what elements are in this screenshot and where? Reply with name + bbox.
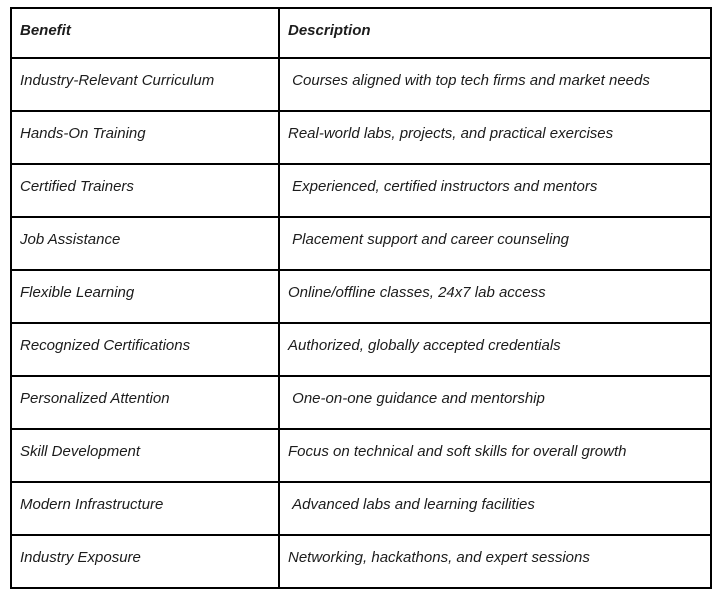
- benefit-cell: Industry Exposure: [11, 535, 279, 588]
- table-row: [11, 482, 711, 535]
- table-row: [11, 217, 711, 270]
- description-cell: Courses aligned with top tech firms and market needs: [279, 58, 711, 111]
- table-row: [11, 111, 711, 164]
- table-body: [11, 58, 711, 588]
- benefit-cell: Skill Development: [11, 429, 279, 482]
- column-header-description: Description: [279, 8, 711, 58]
- benefit-cell: Hands-On Training: [11, 111, 279, 164]
- benefit-cell: Industry-Relevant Curriculum: [11, 58, 279, 111]
- benefit-cell: Personalized Attention: [11, 376, 279, 429]
- header-row: [11, 8, 711, 58]
- benefit-cell: Modern Infrastructure: [11, 482, 279, 535]
- description-cell: Experienced, certified instructors and mentors: [279, 164, 711, 217]
- description-cell: Real-world labs, projects, and practical exercises: [279, 111, 711, 164]
- description-cell: Focus on technical and soft skills for overall growth: [279, 429, 711, 482]
- description-cell: One-on-one guidance and mentorship: [279, 376, 711, 429]
- description-cell: Online/offline classes, 24x7 lab access: [279, 270, 711, 323]
- benefits-table: [10, 7, 712, 589]
- benefit-cell: Certified Trainers: [11, 164, 279, 217]
- table-row: [11, 376, 711, 429]
- table-row: [11, 58, 711, 111]
- description-cell: Placement support and career counseling: [279, 217, 711, 270]
- description-cell: Authorized, globally accepted credentials: [279, 323, 711, 376]
- benefit-cell: Job Assistance: [11, 217, 279, 270]
- table-row: [11, 535, 711, 588]
- description-cell: Networking, hackathons, and expert sessions: [279, 535, 711, 588]
- table-row: [11, 164, 711, 217]
- table-row: [11, 270, 711, 323]
- benefit-cell: Flexible Learning: [11, 270, 279, 323]
- benefit-cell: Recognized Certifications: [11, 323, 279, 376]
- column-header-benefit: Benefit: [11, 8, 279, 58]
- table-row: [11, 429, 711, 482]
- table-row: [11, 323, 711, 376]
- description-cell: Advanced labs and learning facilities: [279, 482, 711, 535]
